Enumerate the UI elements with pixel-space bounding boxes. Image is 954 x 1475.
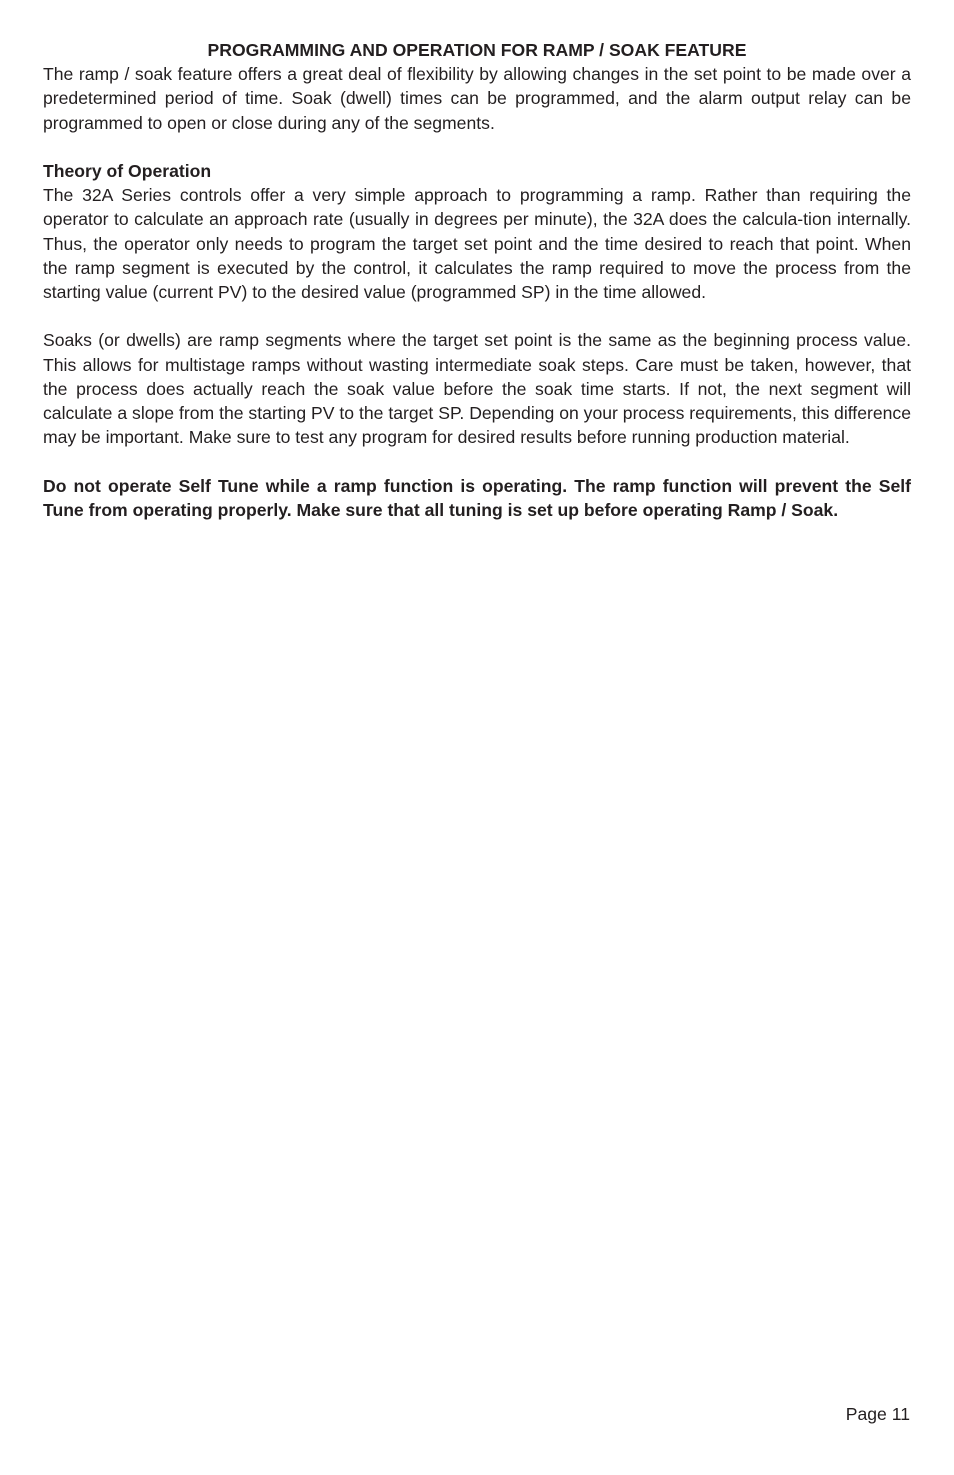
page-title: PROGRAMMING AND OPERATION FOR RAMP / SOAK FEATURE [207, 40, 747, 60]
theory-paragraph-2: Soaks (or dwells) are ramp segments where the target set point is the same as the beginning process value. This allows for multistage ramps without wasting intermediate soak steps. Care must be taken, however, that the process does actually reach the soak value before the soak time starts. If not, the next segment will calculate a slope from the starting PV to the target SP. Depending on your process requirements, this difference may be important. Make sure to test any program for desired results before running production material. [43, 330, 911, 448]
document-page [43, 38, 911, 522]
theory-paragraph-1: The 32A Series controls offer a very simple approach to programming a ramp. Rather than requiring the operator to calculate an approach rate (usually in degrees per minute), the 32A does the calcula-tion internally. Thus, the operator only needs to program the target set point and the time desired to reach that point. When the ramp segment is executed by the control, it calculates the ramp required to move the process from the starting value (current PV) to the desired value (programmed SP) in the time allowed. [43, 185, 911, 303]
intro-paragraph: The ramp / soak feature offers a great deal of flexibility by allowing changes in the set point to be made over a predetermined period of time. Soak (dwell) times can be programmed, and the alarm output relay can be programmed to open or close during any of the segments. [43, 64, 911, 133]
paragraph-spacer [43, 135, 911, 159]
paragraph-spacer [43, 304, 911, 328]
section-heading-theory: Theory of Operation [43, 161, 212, 181]
paragraph-spacer [43, 449, 911, 473]
page-number: Page 11 [845, 1404, 910, 1424]
warning-paragraph: Do not operate Self Tune while a ramp function is operating. The ramp function will prevent the Self Tune from operating properly. Make sure that all tuning is set up before operating Ramp / Soak. [43, 475, 911, 520]
